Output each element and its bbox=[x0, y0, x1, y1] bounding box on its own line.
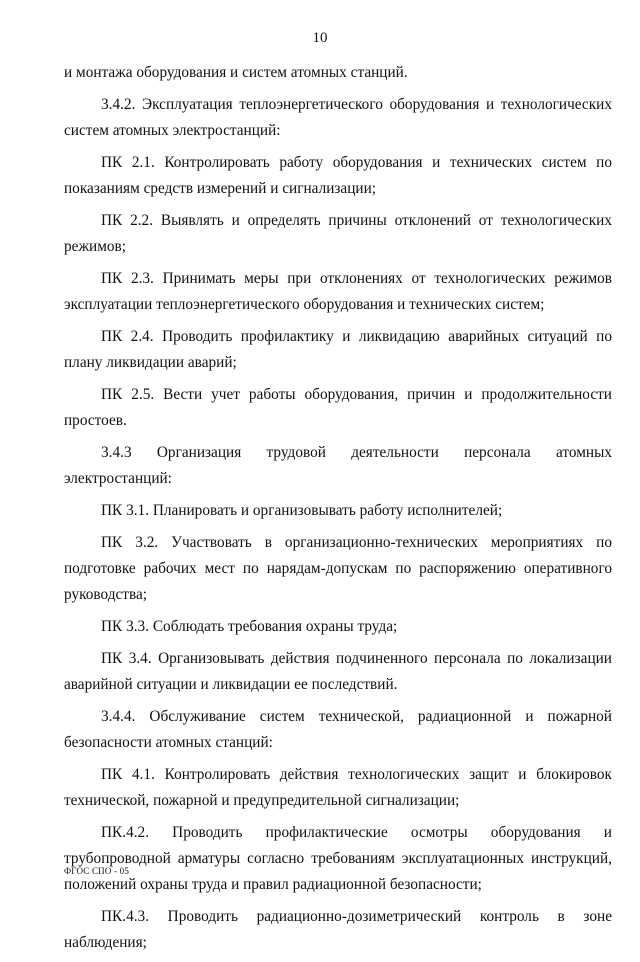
section-heading: 3.4.2. Эксплуатация теплоэнергетического оборудования и технологических систем атомных электростанций: bbox=[64, 96, 612, 139]
page-number: 10 bbox=[312, 30, 328, 46]
paragraph: ПК 3.4. Организовывать действия подчиненного персонала по локализации аварийной ситуации и ликвидации ее последствий. bbox=[64, 650, 612, 693]
footer-label: ФГОС СПО - 05 bbox=[64, 866, 130, 876]
paragraph: ПК 4.1. Контролировать действия технологических защит и блокировок технической, пожарной и предупредительной сигнализации; bbox=[64, 766, 612, 809]
paragraph: ПК 3.2. Участвовать в организационно-технических мероприятиях по подготовке рабочих мест по нарядам-допускам по распоряжению оперативного руководства; bbox=[64, 534, 612, 603]
section-heading: 3.4.4. Обслуживание систем технической, радиационной и пожарной безопасности атомных станций: bbox=[64, 708, 612, 751]
paragraph: ПК 2.3. Принимать меры при отклонениях от технологических режимов эксплуатации теплоэнергетического оборудования и технических систем; bbox=[64, 270, 612, 313]
paragraph: ПК 2.4. Проводить профилактику и ликвидацию аварийных ситуаций по плану ликвидации аварий; bbox=[64, 328, 612, 371]
paragraph: ПК.4.2. Проводить профилактические осмотры оборудования и трубопроводной арматуры согласно требованиям эксплуатационных инструкций, положений охраны труда и правил радиационной безопасности; bbox=[64, 824, 612, 893]
section-heading: 3.4.3 Организация трудовой деятельности персонала атомных электростанций: bbox=[64, 444, 612, 487]
paragraph: ПК 3.1. Планировать и организовывать работу исполнителей; bbox=[101, 502, 503, 519]
paragraph: ПК 2.1. Контролировать работу оборудования и технических систем по показаниям средств измерений и сигнализации; bbox=[64, 154, 612, 197]
paragraph: ПК 2.5. Вести учет работы оборудования, причин и продолжительности простоев. bbox=[64, 386, 612, 429]
document-body bbox=[64, 60, 612, 962]
paragraph: ПК 2.2. Выявлять и определять причины отклонений от технологических режимов; bbox=[64, 212, 612, 255]
paragraph: ПК.4.3. Проводить радиационно-дозиметрический контроль в зоне наблюдения; bbox=[64, 908, 612, 951]
paragraph: ПК 3.3. Соблюдать требования охраны труда; bbox=[101, 618, 398, 635]
paragraph: и монтажа оборудования и систем атомных станций. bbox=[64, 64, 408, 81]
